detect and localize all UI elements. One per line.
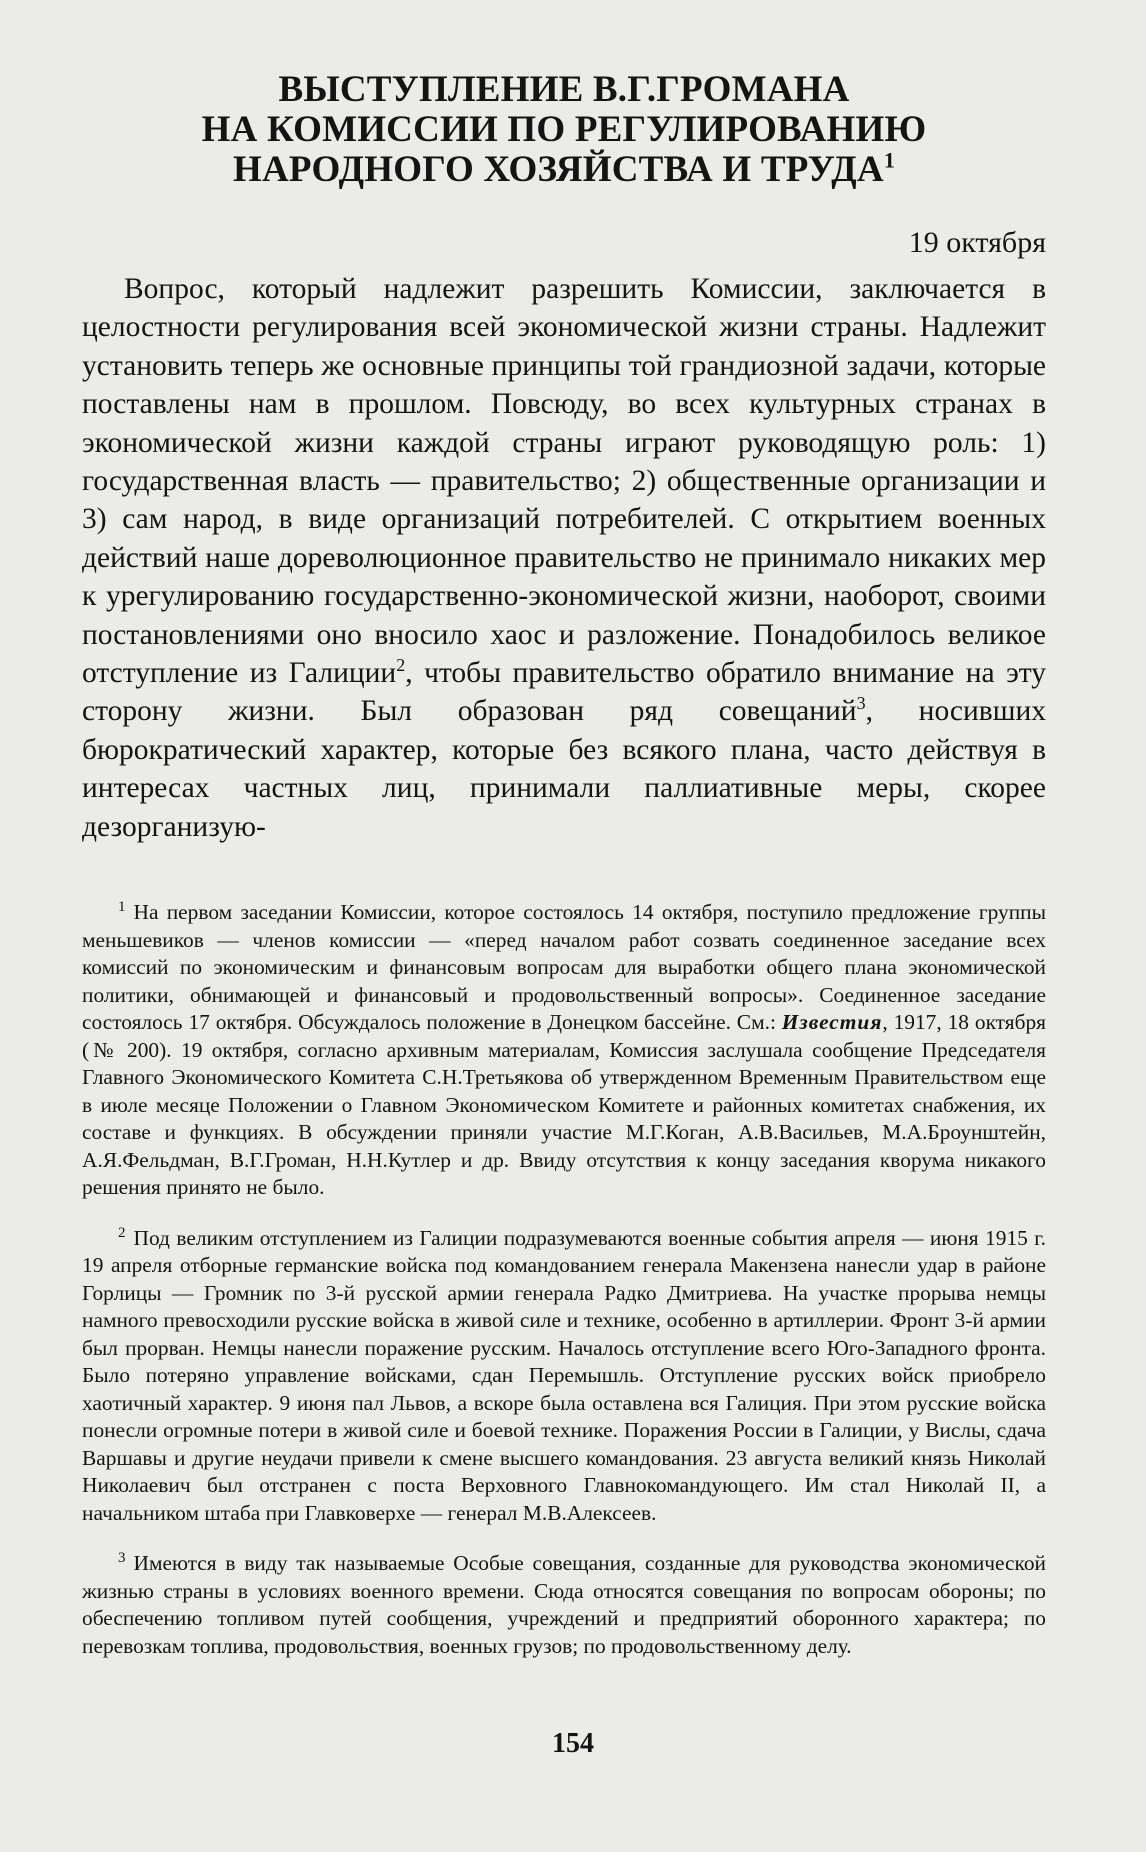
footnote-number: 3 [118, 1550, 126, 1567]
footnote-number: 1 [118, 899, 126, 916]
footnote-text: , 1917, 18 октября (№ 200). 19 октября, согласно архивным материалам, Комиссия заслушала сообщение Председателя Главного Экономического Комитета С.Н.Третьякова об утвержденном Временным Правительством еще в июле месяце Положении о Главном Экономическом Комитете и районных комитетах снабжения, их составе и функциях. В обсуждении приняли участие М.Г.Коган, А.В.Васильев, М.А.Броунштейн, А.Я.Фельдман, В.Г.Громан, Н.Н.Кутлер и др. Ввиду отсутствия к концу заседания кворума никакого решения принято не было. [82, 1010, 1046, 1200]
footnote-number: 2 [118, 1224, 126, 1241]
title-line-3 [82, 147, 1046, 190]
title-line-2: НА КОМИССИИ ПО РЕГУЛИРОВАНИЮ [201, 109, 927, 150]
footnote-text: Под великим отступлением из Галиции подразумеваются военные события апреля — июня 1915 г. 19 апреля отборные германские войска под командованием генерала Макензена нанесли удар в районе Горлицы — Громник по 3-й русской армии генерала Радко Дмитриева. На участке прорыва немцы намного превосходили русские войска в живой силе и технике, особенно в артиллерии. Фронт 3-й армии был прорван. Немцы нанесли поражение русским. Началось отступление всего Юго-Западного фронта. Было потеряно управление войсками, сдан Перемышль. Отступление русских войск приобрело хаотичный характер. 9 июня пал Львов, а вскоре была оставлена вся Галиция. При этом русские войска понесли огромные потери в живой силе и боевой технике. Поражения России в Галиции, у Вислы, сдача Варшавы и другие неудачи привели к смене высшего командования. 23 августа великий князь Николай Николаевич был отстранен с поста Верховного Главнокомандующего. Им стал Николай II, а начальником штаба при Главковерхе — генерал М.В.Алексеев. [82, 1225, 1046, 1525]
body-part-1: Вопрос, который надлежит разрешить Комиссии, заключается в целостности регулирования всей экономической жизни страны. Надлежит установить теперь же основные принципы той грандиозной задачи, которые поставлены нам в прошлом. Повсюду, во всех культурных странах в экономической жизни каждой страны играют руководящую роль: 1) государственная власть — правительство; 2) общественные организации и 3) сам народ, в виде организаций потребителей. С открытием военных действий наше дореволюционное правительство не принимало никаких мер к урегулированию государственно-экономической жизни, наоборот, своими постановлениями оно вносило хаос и разложение. Понадобилось великое отступление из Галиции [82, 273, 1046, 690]
title-line-1: ВЫСТУПЛЕНИЕ В.Г.ГРОМАНА [278, 69, 850, 110]
main-paragraph [82, 270, 1046, 846]
footnote-2 [82, 1220, 1046, 1528]
footnotes [82, 894, 1046, 1660]
footnote-ref-3: 3 [856, 693, 866, 714]
footnote-text: На первом заседании Комиссии, которое состоялось 14 октября, поступило предложение группы меньшевиков — членов комиссии — «перед началом работ созвать соединенное заседание всех комиссий по экономическим и финансовым вопросам для выработки общего плана экономической политики, обнимающей и финансовый и продовольственный вопросы». Соединенное заседание состоялось 17 октября. Обсуждалось положение в Донецком бассейне. См.: [82, 900, 1046, 1035]
document-title [82, 70, 1046, 190]
footnote-3 [82, 1545, 1046, 1660]
footnote-text: Имеются в виду так называемые Особые совещания, созданные для руководства экономической жизнью страны в условиях военного времени. Сюда относятся совещания по вопросам обороны; по обеспечению топливом путей сообщения, учреждений и предприятий оборонного характера; по перевозкам топлива, продовольствия, военных грузов; по продовольственному делу. [82, 1551, 1046, 1658]
title-footnote-marker: 1 [883, 147, 896, 173]
page-number: 154 [552, 1728, 594, 1759]
title-line-3-text: НАРОДНОГО ХОЗЯЙСТВА И ТРУДА [232, 149, 884, 190]
footnote-1 [82, 894, 1046, 1202]
newspaper-title: Известия [781, 1010, 883, 1035]
body-part-3: , носивших бюрократический характер, которые без всякого плана, часто действуя в интересах частных лиц, принимали паллиативные меры, скорее дезорганизую- [82, 695, 1046, 843]
footnote-ref-2: 2 [396, 655, 406, 676]
body-part-2: , чтобы правительство обратило внимание на эту сторону жизни. Был образован ряд совещаний [82, 657, 1046, 728]
speech-date: 19 октября [908, 226, 1046, 259]
